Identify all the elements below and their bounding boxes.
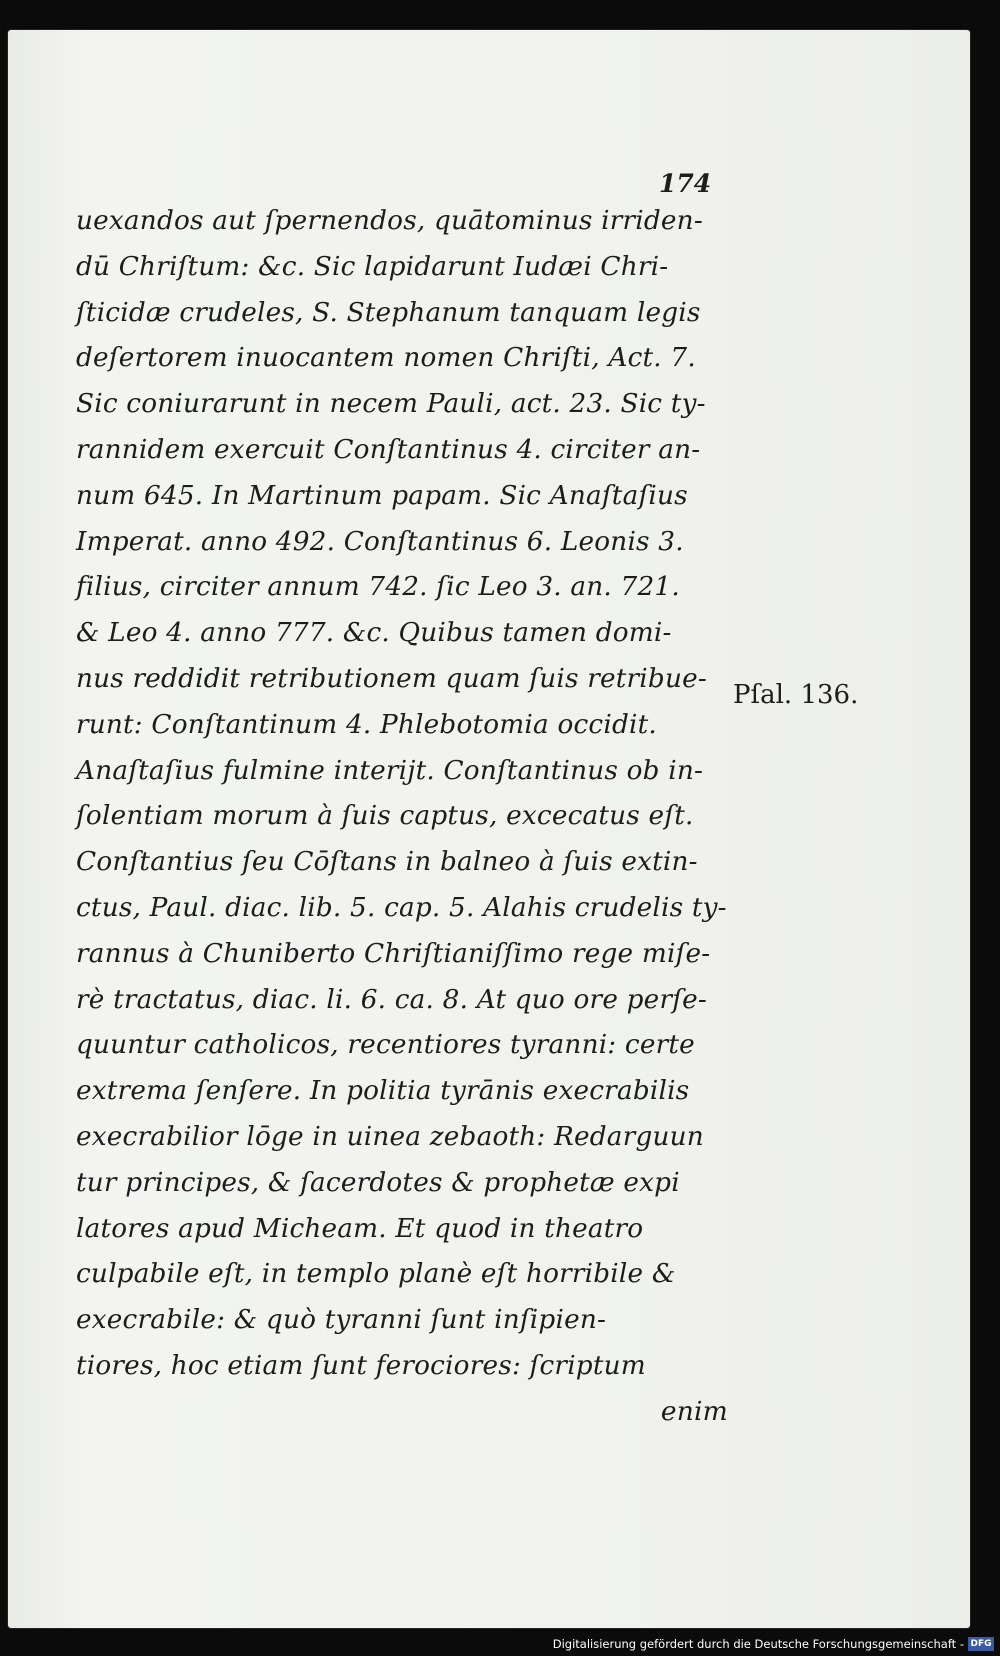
- text-line: filius, circiter annum 742. ſic Leo 3. an. 721.: [76, 571, 680, 603]
- text-line: Sic coniurarunt in necem Pauli, act. 23. Sic ty-: [76, 388, 706, 420]
- text-line: Conſtantius ſeu Cōſtans in balneo à ſuis extin-: [76, 846, 698, 878]
- text-line: Anaſtaſius fulmine interijt. Conſtantinus ob in-: [76, 754, 704, 786]
- text-line: ſolentiam morum à ſuis captus, excecatus eſt.: [76, 800, 694, 832]
- text-line: rannidem exercuit Conſtantinus 4. circiter an-: [76, 433, 701, 465]
- text-line: num 645. In Martinum papam. Sic Anaſtaſius: [76, 479, 688, 511]
- text-line: Imperat. anno 492. Conſtantinus 6. Leonis 3.: [76, 525, 684, 557]
- text-line: tur principes, & ſacerdotes & prophetæ expi: [76, 1166, 680, 1198]
- dfg-logo: DFG: [968, 1637, 994, 1651]
- text-line: tiores, hoc etiam ſunt ferociores: ſcriptum: [76, 1349, 646, 1381]
- margin-note: Pſal. 136.: [733, 680, 859, 710]
- text-line: runt: Conſtantinum 4. Phlebotomia occidit.: [76, 708, 657, 740]
- text-line: rannus à Chuniberto Chriſtianiſſimo rege miſe-: [76, 937, 711, 969]
- text-line: & Leo 4. anno 777. &c. Quibus tamen domi-: [76, 617, 672, 649]
- text-line: ſticidæ crudeles, S. Stephanum tanquam legis: [76, 296, 701, 328]
- text-line: quuntur catholicos, recentiores tyranni: certe: [76, 1029, 695, 1061]
- catchword: enim: [660, 1395, 728, 1427]
- text-line: nus reddidit retributionem quam ſuis retribue-: [76, 662, 707, 694]
- text-line: rè tractatus, diac. li. 6. ca. 8. At quo ore perſe-: [76, 983, 707, 1015]
- text-line: latores apud Micheam. Et quod in theatro: [76, 1212, 644, 1244]
- text-line: deſertorem inuocantem nomen Chriſti, Act. 7.: [76, 342, 696, 374]
- page-number: 174: [659, 169, 712, 198]
- text-line: dū Chriſtum: &c. Sic lapidarunt Iudæi Chri-: [76, 250, 669, 282]
- text-line: execrabile: & quò tyranni ſunt inſipien-: [76, 1304, 607, 1336]
- text-line: culpabile eſt, in templo planè eſt horribile &: [76, 1258, 676, 1290]
- body-text: [76, 198, 736, 1435]
- text-line: execrabilior lōge in uinea zebaoth: Redarguun: [76, 1120, 704, 1152]
- book-page: [8, 30, 970, 1628]
- footer-text: Digitalisierung gefördert durch die Deutsche Forschungsgemeinschaft -: [552, 1637, 964, 1651]
- text-line: ctus, Paul. diac. lib. 5. cap. 5. Alahis crudelis ty-: [76, 891, 727, 923]
- text-line: uexandos aut ſpernendos, quātominus irriden-: [76, 205, 703, 236]
- footer-credit: [553, 1634, 994, 1654]
- text-line: extrema ſenſere. In politia tyrānis execrabilis: [76, 1075, 690, 1107]
